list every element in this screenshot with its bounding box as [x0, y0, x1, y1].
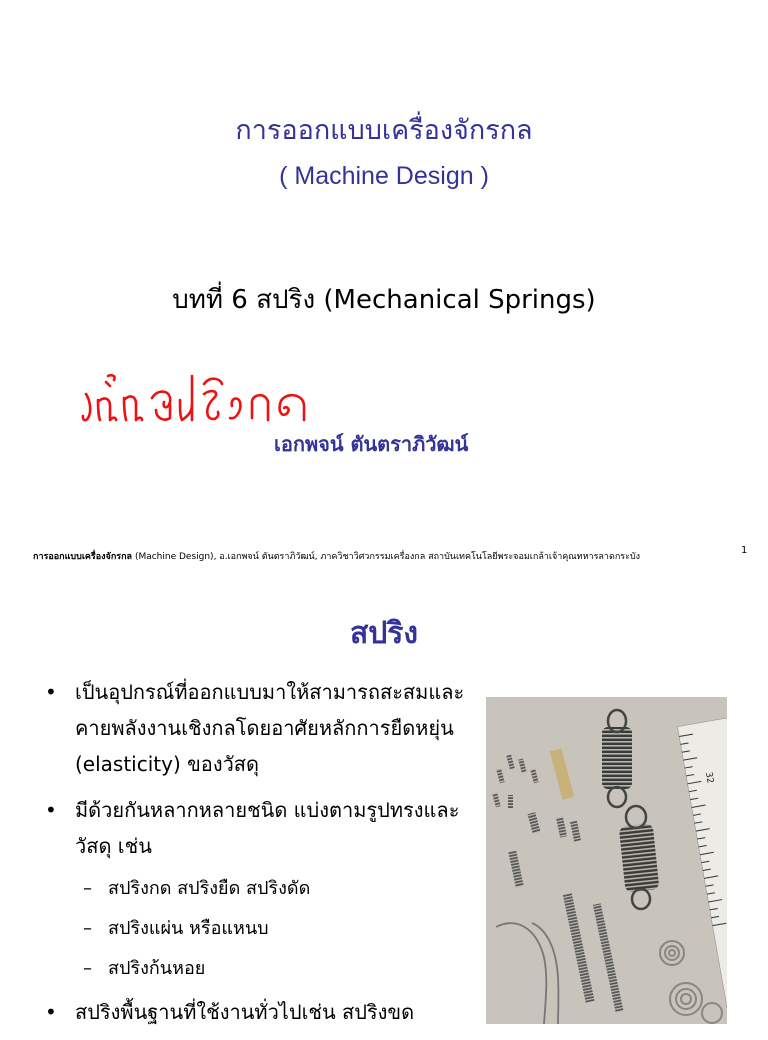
- content-slide: [0, 578, 768, 1024]
- handwritten-note: [80, 360, 320, 432]
- bullet-item: • สปริงพื้นฐานที่ใช้งานทั่วไปเช่น สปริงขด: [40, 994, 480, 1030]
- handwritten-note-drawing: [80, 360, 320, 432]
- sub-bullet-item: – สปริงก้นหอย: [40, 954, 480, 984]
- bullet-item: • มีด้วยกันหลากหลายชนิด แบ่งตามรูปทรงและวัสดุ เช่น: [40, 792, 480, 864]
- page-number: 1: [741, 545, 748, 556]
- springs-photo-drawing: [486, 697, 727, 1024]
- slide-title: สปริง: [349, 616, 419, 651]
- sub-bullet-item: – สปริงกด สปริงยืด สปริงดัด: [40, 874, 480, 904]
- ruler-label: 32: [702, 771, 715, 785]
- author-name: เอกพจน์ ตันตราภิวัฒน์: [274, 432, 469, 456]
- slide-footer: [33, 549, 640, 563]
- sub-bullet-item: – สปริงแผ่น หรือแหนบ: [40, 914, 480, 944]
- bullet-item: • เป็นอุปกรณ์ที่ออกแบบมาให้สามารถสะสมและคายพลังงานเชิงกลโดยอาศัยหลักการยืดหยุ่น (elasticity) ของวัสดุ: [40, 674, 480, 782]
- course-title-thai: การออกแบบเครื่องจักรกล: [235, 115, 533, 146]
- bullet-list: [40, 674, 480, 1040]
- chapter-heading: บทที่ 6 สปริง (Mechanical Springs): [172, 285, 596, 315]
- springs-photo: [486, 697, 727, 1024]
- course-title-english: ( Machine Design ): [279, 162, 489, 190]
- footer-details: (Machine Design), อ.เอกพจน์ ตันตราภิวัฒน์, ภาควิชาวิศวกรรมเครื่องกล สถาบันเทคโนโลยีพระจอมเกล้าเจ้าคุณทหารลาดกระบัง: [132, 552, 641, 562]
- footer-course-name: การออกแบบเครื่องจักรกล: [33, 552, 133, 562]
